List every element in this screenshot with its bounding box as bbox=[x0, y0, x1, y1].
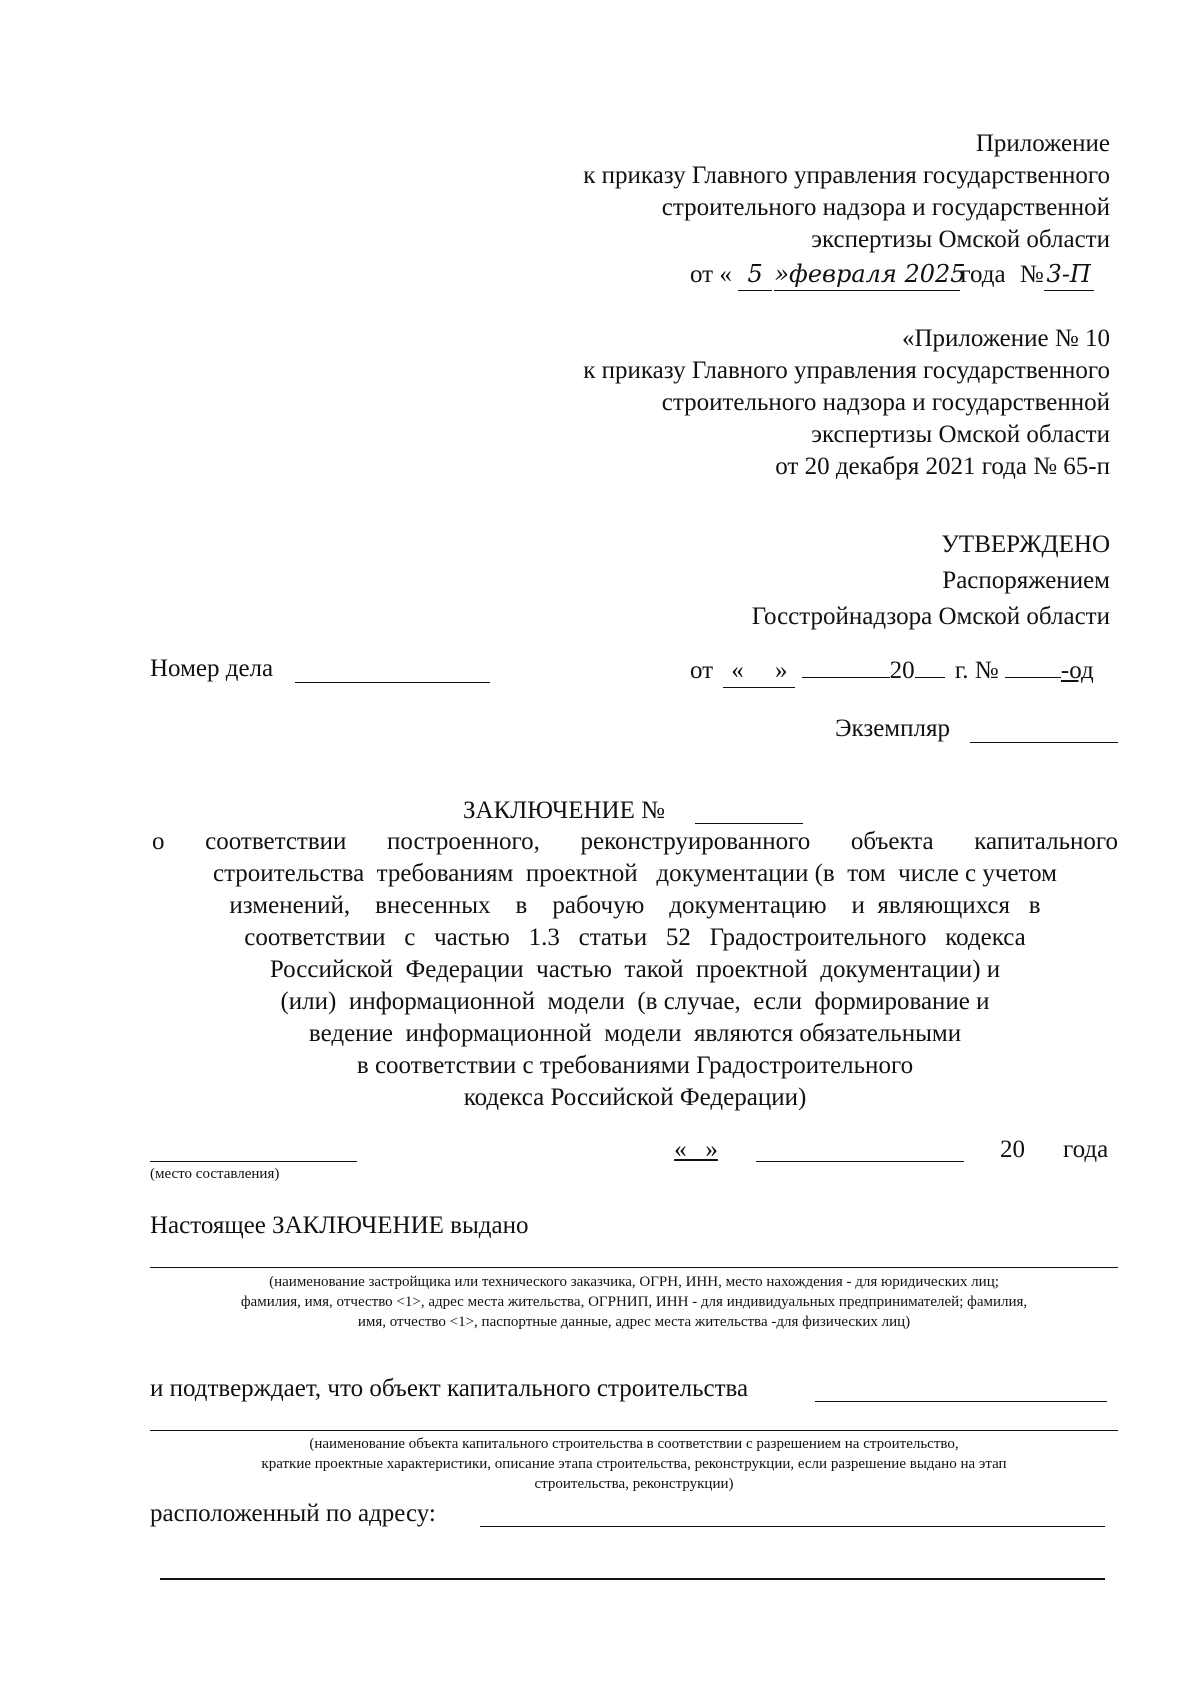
conclusion-body-line-2: строительства требованиям проектной документации (в том числе с учетом bbox=[212, 860, 1057, 887]
appendix-date-prefix: от « bbox=[690, 261, 732, 288]
confirms-field-1[interactable] bbox=[815, 1401, 1107, 1402]
address-field-1[interactable] bbox=[480, 1526, 1105, 1527]
place-date-year-word: года bbox=[1063, 1136, 1109, 1163]
case-date-year-field[interactable] bbox=[915, 653, 945, 678]
appendix10-line-4: от 20 декабря 2021 года № 65-п bbox=[775, 453, 1110, 480]
copy-field[interactable] bbox=[970, 742, 1118, 743]
case-num-field[interactable] bbox=[1005, 653, 1061, 678]
place-date-month-field[interactable] bbox=[756, 1161, 964, 1162]
appendix10-line-1: к приказу Главного управления государственного bbox=[583, 357, 1110, 384]
issued-caption-line-3: имя, отчество <1>, паспортные данные, адрес места жительства -для физических лиц) bbox=[357, 1314, 911, 1330]
confirms-caption-line-1: (наименование объекта капитального строительства в соответствии с разрешением на строительство, bbox=[309, 1436, 959, 1452]
approved-line-2: Госстройнадзора Омской области bbox=[751, 603, 1110, 630]
case-date-row bbox=[690, 653, 1094, 688]
conclusion-title: ЗАКЛЮЧЕНИЕ № bbox=[463, 797, 665, 824]
appendix-num-handwritten: 3-П bbox=[1044, 258, 1094, 291]
place-caption: (место составления) bbox=[150, 1166, 280, 1182]
issued-caption-line-1: (наименование застройщика или технического заказчика, ОГРН, ИНН, место нахождения - для юридических лиц; bbox=[269, 1274, 999, 1290]
appendix10-line-2: строительного надзора и государственной bbox=[661, 389, 1110, 416]
conclusion-body-line-3: изменений, внесенных в рабочую документацию и являющихся в bbox=[229, 892, 1041, 919]
confirms-field-2[interactable] bbox=[150, 1430, 1118, 1431]
conclusion-body-line-4: соответствии с частью 1.3 статьи 52 Градостроительного кодекса bbox=[244, 924, 1026, 951]
case-date-year: 20 bbox=[889, 657, 915, 684]
confirms-label: и подтверждает, что объект капитального строительства bbox=[150, 1375, 749, 1402]
conclusion-body-line-5: Российской Федерации частью такой проектной документации) и bbox=[269, 956, 1001, 983]
confirms-caption-line-2: краткие проектные характеристики, описание этапа строительства, реконструкции, если разрешение выдано на этап bbox=[261, 1456, 1007, 1472]
appendix-month-handwritten: »февраля 2025 bbox=[774, 258, 960, 291]
appendix-line-3: экспертизы Омской области bbox=[811, 226, 1110, 253]
case-date-prefix: от bbox=[690, 657, 714, 684]
place-field[interactable] bbox=[150, 1161, 357, 1162]
confirms-caption-line-3: строительства, реконструкции) bbox=[534, 1476, 734, 1492]
appendix-num-prefix: № bbox=[1019, 261, 1044, 288]
conclusion-body-line-8: в соответствии с требованиями Градостроительного bbox=[356, 1052, 914, 1079]
appendix-title: Приложение bbox=[975, 130, 1110, 157]
address-label: расположенный по адресу: bbox=[150, 1500, 436, 1527]
issued-field[interactable] bbox=[150, 1267, 1118, 1268]
case-number-label: Номер дела bbox=[150, 655, 274, 682]
conclusion-body-line-6: (или) информационной модели (в случае, если формирование и bbox=[280, 988, 990, 1015]
place-date-quotes: « » bbox=[674, 1136, 718, 1163]
appendix-year-suffix: года bbox=[960, 261, 1006, 288]
appendix10-title: «Приложение № 10 bbox=[901, 325, 1110, 352]
conclusion-body-line-1: о соответствии построенного, реконструированного объекта капитального bbox=[152, 828, 1118, 855]
appendix-line-2: строительного надзора и государственной bbox=[661, 194, 1110, 221]
conclusion-body-line-9: кодекса Российской Федерации) bbox=[463, 1084, 807, 1111]
case-g-num: г. № bbox=[954, 657, 999, 684]
approved-line-1: Распоряжением bbox=[942, 567, 1110, 594]
copy-label: Экземпляр bbox=[835, 715, 950, 742]
place-date-year: 20 bbox=[1000, 1136, 1025, 1163]
case-num-suffix: -од bbox=[1060, 657, 1094, 684]
conclusion-number-field[interactable] bbox=[695, 823, 803, 824]
appendix-day-handwritten: 5 bbox=[738, 258, 772, 291]
case-date-quotes: « » bbox=[723, 655, 795, 688]
approved-title: УТВЕРЖДЕНО bbox=[941, 531, 1110, 558]
address-field-2[interactable] bbox=[160, 1578, 1105, 1580]
issued-caption-line-2: фамилия, имя, отчество <1>, адрес места жительства, ОГРНИП, ИНН - для индивидуальных предпринимателей; фамилия, bbox=[240, 1294, 1028, 1310]
appendix-line-1: к приказу Главного управления государственного bbox=[583, 162, 1110, 189]
case-date-month-field[interactable] bbox=[802, 653, 890, 678]
appendix-date-row bbox=[690, 258, 1120, 294]
conclusion-body-line-7: ведение информационной модели являются обязательными bbox=[308, 1020, 962, 1047]
appendix10-line-3: экспертизы Омской области bbox=[811, 421, 1110, 448]
case-number-field[interactable] bbox=[295, 682, 490, 683]
issued-label: Настоящее ЗАКЛЮЧЕНИЕ выдано bbox=[150, 1212, 529, 1239]
